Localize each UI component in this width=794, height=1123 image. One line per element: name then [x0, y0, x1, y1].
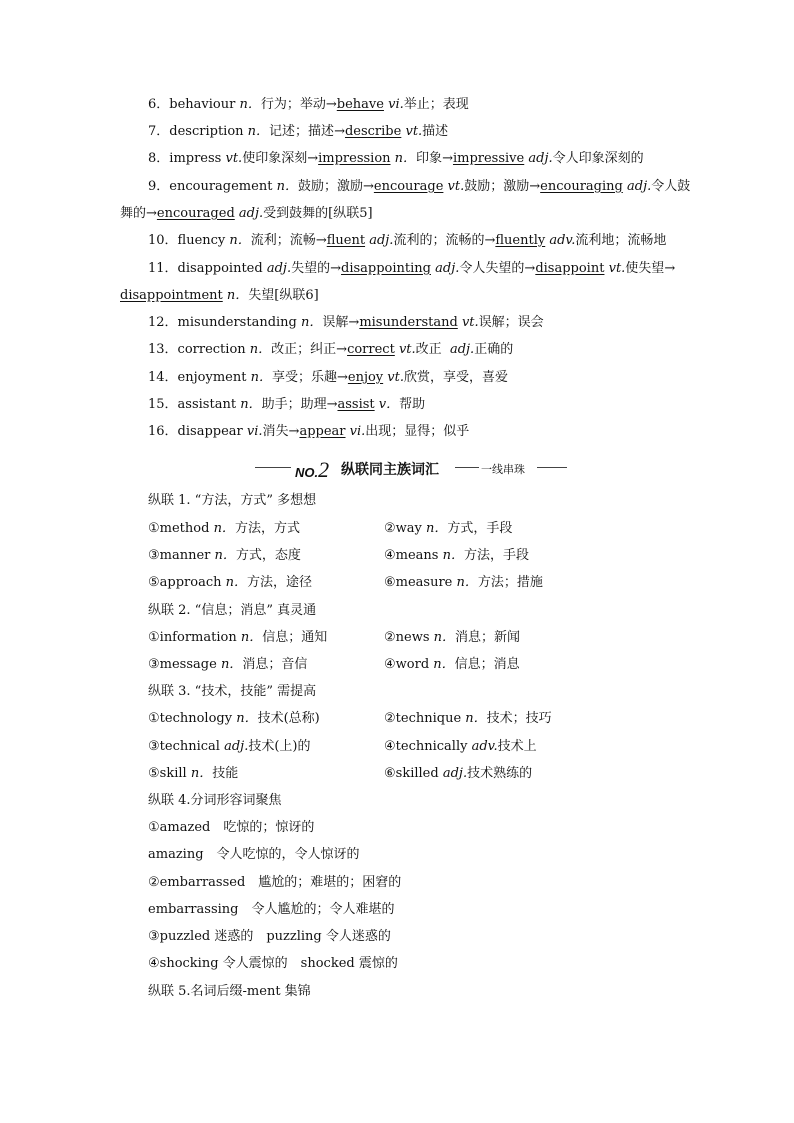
group-5-title: 纵联 5.名词后缀-ment 集锦	[148, 984, 311, 999]
group-1-item: ①method n．方法，方式	[148, 521, 300, 536]
group-2-item: ①information n．信息；通知	[148, 630, 328, 645]
group-4-line: amazing 令人吃惊的，令人惊讶的	[148, 847, 360, 862]
group-1-item: ②way n．方式，手段	[384, 521, 513, 536]
vocab-item-14: 14．enjoyment n．享受；乐趣→enjoy vt.欣赏，享受，喜爱	[148, 370, 509, 385]
banner-rule-mid	[455, 467, 479, 468]
vocab-item-9-cont: 舞的→encouraged adj.受到鼓舞的[纵联5]	[120, 206, 373, 221]
vocab-item-11-cont: disappointment n．失望[纵联6]	[120, 288, 319, 303]
group-2-item: ②news n．消息；新闻	[384, 630, 521, 645]
group-1-title: 纵联 1. “方法，方式” 多想想	[148, 493, 317, 508]
banner-rule-right	[537, 467, 567, 468]
group-1-item: ⑤approach n．方法，途径	[148, 575, 313, 590]
vocab-item-9: 9．encouragement n．鼓励；激励→encourage vt.鼓励；激励→encouraging adj.令人鼓	[148, 179, 691, 194]
group-3-item: ①technology n．技术(总称)	[148, 711, 320, 726]
group-3-item: ⑥skilled adj.技术熟练的	[384, 766, 533, 781]
group-4-line: ①amazed 吃惊的；惊讶的	[148, 820, 315, 835]
banner-rule-left	[255, 467, 291, 468]
vocab-item-16: 16．disappear vi.消失→appear vi.出现；显得；似乎	[148, 424, 470, 439]
group-3-item: ③technical adj.技术(上)的	[148, 739, 311, 754]
group-3-item: ⑤skill n．技能	[148, 766, 239, 781]
vocab-item-7: 7．description n．记述；描述→describe vt.描述	[148, 124, 449, 139]
group-3-item: ④technically adv.技术上	[384, 739, 537, 754]
vocab-item-13: 13．correction n．改正；纠正→correct vt.改正 adj.正确的	[148, 342, 514, 357]
vocab-item-10: 10．fluency n．流利；流畅→fluent adj.流利的；流畅的→fluently adv.流利地；流畅地	[148, 233, 667, 248]
group-4-line: ④shocking 令人震惊的 shocked 震惊的	[148, 956, 398, 971]
vocab-item-8: 8．impress vt.使印象深刻→impression n．印象→impressive adj.令人印象深刻的	[148, 151, 644, 166]
group-3-title: 纵联 3. “技术，技能” 需提高	[148, 684, 317, 699]
group-1-item: ④means n．方法，手段	[384, 548, 530, 563]
group-4-line: ③puzzled 迷惑的 puzzling 令人迷惑的	[148, 929, 391, 944]
group-4-line: embarrassing 令人尴尬的；令人难堪的	[148, 902, 395, 917]
group-3-item: ②technique n．技术；技巧	[384, 711, 552, 726]
group-2-title: 纵联 2. “信息；消息” 真灵通	[148, 603, 317, 618]
group-1-item: ⑥measure n．方法；措施	[384, 575, 543, 590]
vocab-item-15: 15．assistant n．助手；助理→assist v．帮助	[148, 397, 426, 412]
banner-number: NO.2	[295, 457, 330, 482]
group-1-item: ③manner n．方式，态度	[148, 548, 301, 563]
group-2-item: ③message n．消息；音信	[148, 657, 308, 672]
vocab-item-6: 6．behaviour n．行为；举动→behave vi.举止；表现	[148, 97, 469, 112]
vocab-item-11: 11．disappointed adj.失望的→disappointing adj.令人失望的→disappoint vt.使失望→	[148, 261, 676, 276]
section-banner	[255, 455, 567, 481]
banner-title: 纵联同主族词汇	[341, 462, 439, 478]
group-4-line: ②embarrassed 尴尬的；难堪的；困窘的	[148, 875, 402, 890]
arrow: →	[325, 97, 337, 112]
vocab-item-12: 12．misunderstanding n．误解→misunderstand vt.误解；误会	[148, 315, 544, 330]
group-2-item: ④word n．信息；消息	[384, 657, 520, 672]
banner-subtitle: 一线串珠	[481, 463, 525, 476]
group-4-title: 纵联 4.分词形容词聚焦	[148, 793, 282, 808]
